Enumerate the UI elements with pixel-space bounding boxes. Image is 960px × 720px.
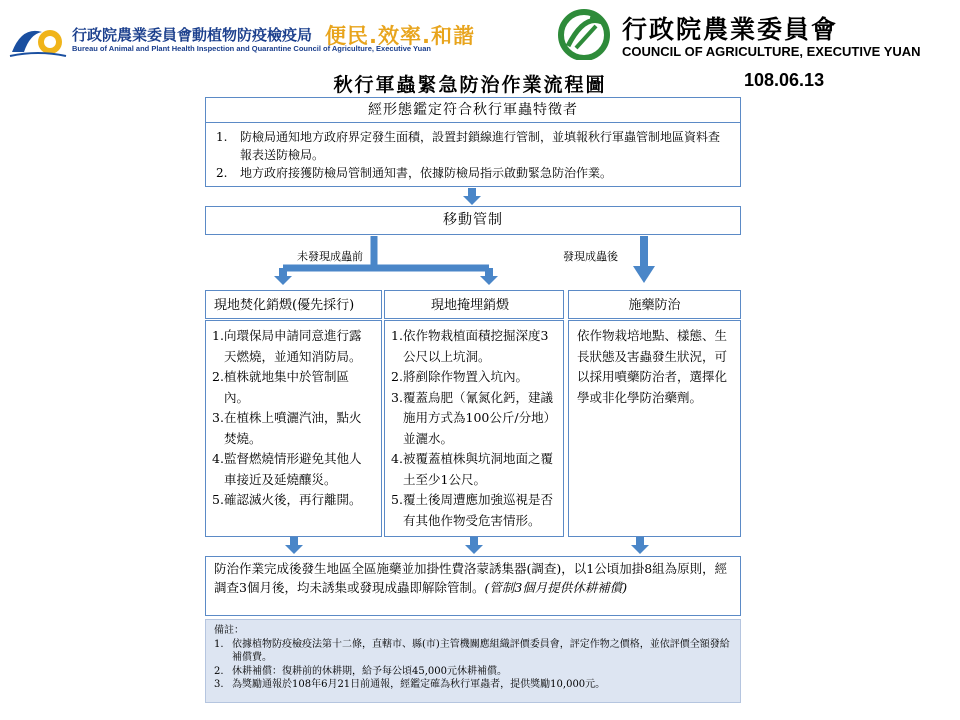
branch-connector — [640, 236, 648, 268]
arrow-down-icon — [631, 537, 649, 554]
step-movement-control: 移動管制 — [205, 206, 741, 235]
baphiq-name: 行政院農業委員會動植物防疫檢疫局 — [72, 26, 313, 44]
list-item: 4. 監督燃燒情形避免其他人車接近及延燒釀災。 — [212, 451, 362, 487]
remarks-label: 備註： — [214, 625, 244, 636]
list-item: 5. 覆土後周遭應加強巡視是否有其他作物受危害情形。 — [391, 492, 554, 528]
post-control-text: 防治作業完成後發生地區全區施藥並加掛性費洛蒙誘集器(調查)，以1公頃加掛8組為原則，經調查3個月後，均未誘集或發現成蟲即解除管制。 — [214, 561, 728, 595]
list-item: 1. 依作物栽植面積挖掘深度3公尺以上坑洞。 — [391, 328, 549, 364]
step-identification — [205, 97, 741, 187]
list-item: 1. 依據植物防疫檢疫法第十二條，直轄市、縣(市)主管機關應組織評價委員會，評定作物之價格，並依評價全額發給補償費。 — [214, 638, 730, 663]
arrow-down-icon — [465, 537, 483, 554]
list-item: 3. 為獎勵通報於108年6月21日前通報，經鑑定確為秋行軍蟲者，提供獎勵10,000元。 — [214, 679, 606, 690]
method-burial-heading: 現地掩埋銷燬 — [384, 290, 564, 319]
arrow-down-icon — [463, 188, 481, 205]
post-control-note: (管制3個月提供休耕補償) — [484, 580, 628, 595]
list-item: 2. 植株就地集中於管制區內。 — [212, 369, 350, 405]
list-item: 2. 休耕補償：復耕前的休耕期，給予每公頃45,000元休耕補償。 — [214, 665, 507, 677]
list-item: 1. 防檢局通知地方政府界定發生面積，設置封鎖線進行管制，並填報秋行軍蟲管制地區資料查報表送防檢局。 — [216, 130, 721, 162]
step-identification-heading: 經形態鑑定符合秋行軍蟲特徵者 — [206, 98, 740, 123]
baphiq-name-en: Bureau of Animal and Plant Health Inspection and Quarantine Council of Agriculture, Executive Yuan — [72, 44, 431, 53]
method-pesticide-description: 依作物栽培地點、樣態、生長狀態及害蟲發生狀況，可以採用噴藥防治者，選擇化學或非化學防治藥劑。 — [568, 320, 741, 537]
method-incineration-heading: 現地焚化銷燬(優先採行) — [205, 290, 382, 319]
arrow-down-icon — [285, 537, 303, 554]
step-identification-list — [206, 123, 740, 182]
arrow-down-icon — [633, 266, 655, 283]
step-post-control — [205, 556, 741, 616]
list-item: 5. 確認滅火後，再行離開。 — [212, 492, 362, 507]
branch-label-before-adult: 未發現成蟲前 — [297, 250, 363, 263]
list-item: 1. 向環保局申請同意進行露天燃燒，並通知消防局。 — [212, 328, 362, 364]
remarks-panel — [205, 619, 741, 703]
list-item: 3. 覆蓋烏肥（氰氮化鈣，建議施用方式為100公斤/分地）並灑水。 — [391, 389, 554, 446]
method-burial-steps — [384, 320, 564, 537]
date-label: 108.06.13 — [744, 70, 825, 90]
coa-name-en: COUNCIL OF AGRICULTURE, EXECUTIVE YUAN — [622, 44, 921, 59]
list-item: 4. 被覆蓋植株與坑洞地面之覆土至少1公尺。 — [391, 451, 554, 487]
list-item: 2. 地方政府接獲防檢局管制通知書，依據防檢局指示啟動緊急防治作業。 — [216, 166, 613, 180]
list-item: 3. 在植株上噴灑汽油，點火焚燒。 — [212, 410, 362, 446]
list-item: 2. 將剷除作物置入坑內。 — [391, 369, 529, 384]
method-incineration-steps — [205, 320, 382, 537]
slogan: 便民.效率.和諧 — [325, 24, 475, 48]
branch-label-after-adult: 發現成蟲後 — [563, 250, 618, 263]
method-pesticide-heading: 施藥防治 — [568, 290, 741, 319]
coa-name: 行政院農業委員會 — [622, 15, 839, 44]
page-title: 秋行軍蟲緊急防治作業流程圖 — [333, 74, 607, 96]
